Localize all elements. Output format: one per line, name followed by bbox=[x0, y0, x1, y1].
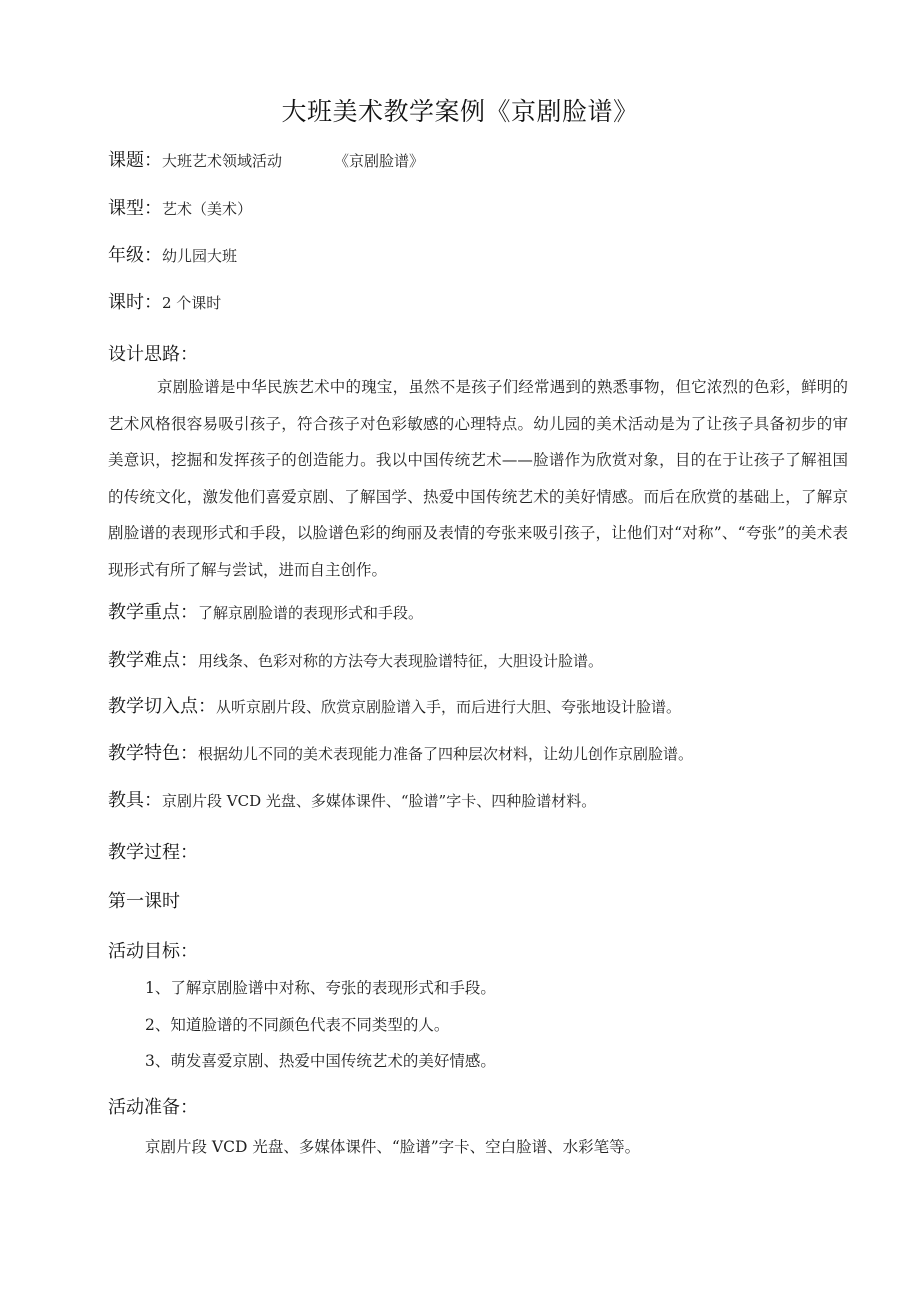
field-topic bbox=[108, 146, 424, 172]
field-hours-label: 课时： bbox=[108, 292, 162, 313]
prep-heading: 活动准备： bbox=[108, 1097, 198, 1118]
point-difficult bbox=[108, 646, 603, 672]
point-difficult-value: 用线条、色彩对称的方法夸大表现脸谱特征，大胆设计脸谱。 bbox=[198, 652, 604, 670]
prep-text: 京剧片段 VCD 光盘、多媒体课件、“脸谱”字卡、空白脸谱、水彩笔等。 bbox=[145, 1138, 641, 1156]
point-feature bbox=[108, 739, 693, 765]
point-feature-label: 教学特色： bbox=[108, 743, 198, 764]
field-grade-label: 年级： bbox=[108, 245, 162, 266]
goal-item-2: 2、知道脸谱的不同颜色代表不同类型的人。 bbox=[145, 1016, 450, 1034]
field-hours bbox=[108, 288, 221, 314]
field-hours-value: 2 个课时 bbox=[162, 294, 222, 312]
point-tools bbox=[108, 786, 596, 812]
point-feature-value: 根据幼儿不同的美术表现能力准备了四种层次材料，让幼儿创作京剧脸谱。 bbox=[198, 745, 694, 763]
point-tools-value: 京剧片段 VCD 光盘、多媒体课件、“脸谱”字卡、四种脸谱材料。 bbox=[162, 792, 597, 810]
goal-item-3: 3、萌发喜爱京剧、热爱中国传统艺术的美好情感。 bbox=[145, 1052, 496, 1070]
field-topic-value: 大班艺术领域活动 bbox=[162, 152, 283, 170]
point-tools-label: 教具： bbox=[108, 790, 162, 811]
point-key-value: 了解京剧脸谱的表现形式和手段。 bbox=[198, 604, 424, 622]
field-grade-value: 幼儿园大班 bbox=[162, 247, 238, 265]
point-difficult-label: 教学难点： bbox=[108, 650, 198, 671]
field-grade bbox=[108, 241, 237, 267]
document-title: 大班美术教学案例《京剧脸谱》 bbox=[281, 97, 639, 126]
field-topic-label: 课题： bbox=[108, 150, 162, 171]
process-heading: 教学过程： bbox=[108, 842, 198, 863]
field-topic-value-title: 《京剧脸谱》 bbox=[334, 152, 425, 170]
point-entry-value: 从听京剧片段、欣赏京剧脸谱入手，而后进行大胆、夸张地设计脸谱。 bbox=[216, 698, 682, 716]
point-key-label: 教学重点： bbox=[108, 602, 198, 623]
point-entry bbox=[108, 692, 681, 718]
goals-heading: 活动目标： bbox=[108, 941, 198, 962]
point-entry-label: 教学切入点： bbox=[108, 696, 216, 717]
lesson-one-heading: 第一课时 bbox=[108, 891, 180, 912]
field-type-value: 艺术（美术） bbox=[162, 200, 253, 218]
point-key bbox=[108, 598, 423, 624]
field-type bbox=[108, 194, 252, 220]
field-type-label: 课型： bbox=[108, 198, 162, 219]
goal-item-1: 1、了解京剧脸谱中对称、夸张的表现形式和手段。 bbox=[145, 979, 496, 997]
design-heading: 设计思路： bbox=[108, 344, 198, 365]
design-paragraph: 京剧脸谱是中华民族艺术中的瑰宝，虽然不是孩子们经常遇到的熟悉事物，但它浓烈的色彩，鲜明的艺术风格很容易吸引孩子，符合孩子对色彩敏感的心理特点。幼儿园的美术活动是为了让孩子具备初步的审美意识，挖掘和发挥孩子的创造能力。我以中国传统艺术——脸谱作为欣赏对象，目的在于让孩子了解祖国的传统文化，激发他们喜爱京剧、了解国学、热爱中国传统艺术的美好情感。而后在欣赏的基础上，了解京剧脸谱的表现形式和手段，以脸谱色彩的绚丽及表情的夸张来吸引孩子，让他们对“对称”、“夸张”的美术表现形式有所了解与尝试，进而自主创作。 bbox=[108, 378, 848, 579]
